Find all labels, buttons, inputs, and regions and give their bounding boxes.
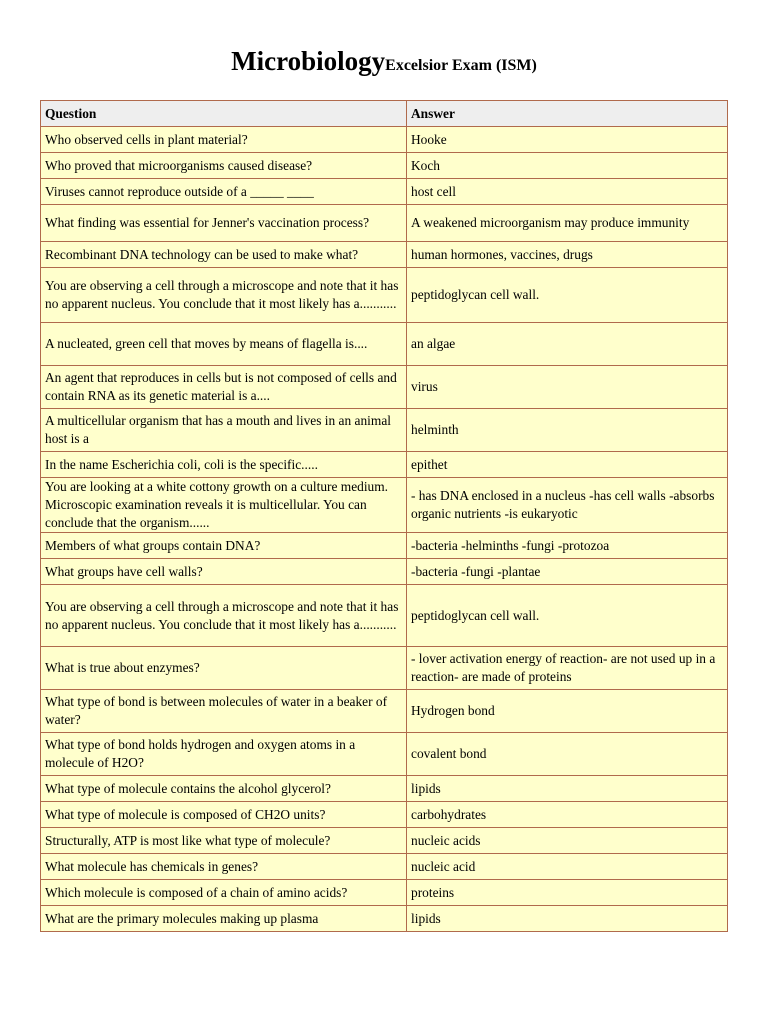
- table-row: [41, 828, 728, 854]
- table-row: [41, 559, 728, 585]
- page-title: [0, 46, 768, 77]
- table-row: [41, 205, 728, 242]
- table-row: [41, 268, 728, 323]
- table-row: [41, 366, 728, 409]
- answer-cell: an algae: [407, 323, 728, 366]
- answer-cell: Koch: [407, 153, 728, 179]
- question-cell: Who observed cells in plant material?: [41, 127, 407, 153]
- question-cell: What is true about enzymes?: [41, 647, 407, 690]
- answer-cell: nucleic acids: [407, 828, 728, 854]
- question-cell: Which molecule is composed of a chain of amino acids?: [41, 880, 407, 906]
- answer-cell: -bacteria -helminths -fungi -protozoa: [407, 533, 728, 559]
- answer-cell: carbohydrates: [407, 802, 728, 828]
- question-cell: Structurally, ATP is most like what type of molecule?: [41, 828, 407, 854]
- question-cell: Who proved that microorganisms caused disease?: [41, 153, 407, 179]
- table-row: [41, 776, 728, 802]
- question-cell: What type of bond is between molecules of water in a beaker of water?: [41, 690, 407, 733]
- table-row: [41, 127, 728, 153]
- question-cell: What are the primary molecules making up plasma: [41, 906, 407, 932]
- column-header-answer: Answer: [407, 101, 728, 127]
- question-cell: What type of molecule contains the alcohol glycerol?: [41, 776, 407, 802]
- question-cell: Members of what groups contain DNA?: [41, 533, 407, 559]
- answer-cell: peptidoglycan cell wall.: [407, 585, 728, 647]
- qa-table: [40, 100, 728, 932]
- answer-cell: - lover activation energy of reaction- are not used up in a reaction- are made of proteins: [407, 647, 728, 690]
- answer-cell: peptidoglycan cell wall.: [407, 268, 728, 323]
- answer-cell: proteins: [407, 880, 728, 906]
- answer-cell: helminth: [407, 409, 728, 452]
- table-row: [41, 585, 728, 647]
- table-row: [41, 323, 728, 366]
- question-cell: A multicellular organism that has a mouth and lives in an animal host is a: [41, 409, 407, 452]
- table-header-row: [41, 101, 728, 127]
- answer-cell: epithet: [407, 452, 728, 478]
- answer-cell: - has DNA enclosed in a nucleus -has cell walls -absorbs organic nutrients -is eukaryotic: [407, 478, 728, 533]
- answer-cell: lipids: [407, 776, 728, 802]
- answer-cell: host cell: [407, 179, 728, 205]
- table-row: [41, 733, 728, 776]
- question-cell: What groups have cell walls?: [41, 559, 407, 585]
- question-cell: You are observing a cell through a microscope and note that it has no apparent nucleus. You conclude that it most likely has a...........: [41, 585, 407, 647]
- question-cell: What type of bond holds hydrogen and oxygen atoms in a molecule of H2O?: [41, 733, 407, 776]
- table-row: [41, 647, 728, 690]
- question-cell: What molecule has chemicals in genes?: [41, 854, 407, 880]
- question-cell: What type of molecule is composed of CH2O units?: [41, 802, 407, 828]
- table-row: [41, 690, 728, 733]
- table-row: [41, 906, 728, 932]
- table-row: [41, 452, 728, 478]
- answer-cell: lipids: [407, 906, 728, 932]
- table-row: [41, 533, 728, 559]
- question-cell: A nucleated, green cell that moves by means of flagella is....: [41, 323, 407, 366]
- table-row: [41, 802, 728, 828]
- answer-cell: Hooke: [407, 127, 728, 153]
- answer-cell: virus: [407, 366, 728, 409]
- table-row: [41, 478, 728, 533]
- answer-cell: -bacteria -fungi -plantae: [407, 559, 728, 585]
- answer-cell: covalent bond: [407, 733, 728, 776]
- table-row: [41, 854, 728, 880]
- table-row: [41, 880, 728, 906]
- question-cell: Recombinant DNA technology can be used to make what?: [41, 242, 407, 268]
- question-cell: You are observing a cell through a microscope and note that it has no apparent nucleus. You conclude that it most likely has a...........: [41, 268, 407, 323]
- table-row: [41, 179, 728, 205]
- answer-cell: human hormones, vaccines, drugs: [407, 242, 728, 268]
- answer-cell: A weakened microorganism may produce immunity: [407, 205, 728, 242]
- question-cell: What finding was essential for Jenner's vaccination process?: [41, 205, 407, 242]
- question-cell: You are looking at a white cottony growth on a culture medium. Microscopic examination reveals it is multicellular. You can conclude that the organism......: [41, 478, 407, 533]
- title-subtitle: Excelsior Exam (ISM): [385, 57, 537, 74]
- table-row: [41, 409, 728, 452]
- answer-cell: Hydrogen bond: [407, 690, 728, 733]
- table-row: [41, 242, 728, 268]
- column-header-question: Question: [41, 101, 407, 127]
- table-row: [41, 153, 728, 179]
- title-main: Microbiology: [231, 46, 386, 76]
- question-cell: Viruses cannot reproduce outside of a _____ ____: [41, 179, 407, 205]
- question-cell: An agent that reproduces in cells but is not composed of cells and contain RNA as its genetic material is a....: [41, 366, 407, 409]
- answer-cell: nucleic acid: [407, 854, 728, 880]
- question-cell: In the name Escherichia coli, coli is the specific.....: [41, 452, 407, 478]
